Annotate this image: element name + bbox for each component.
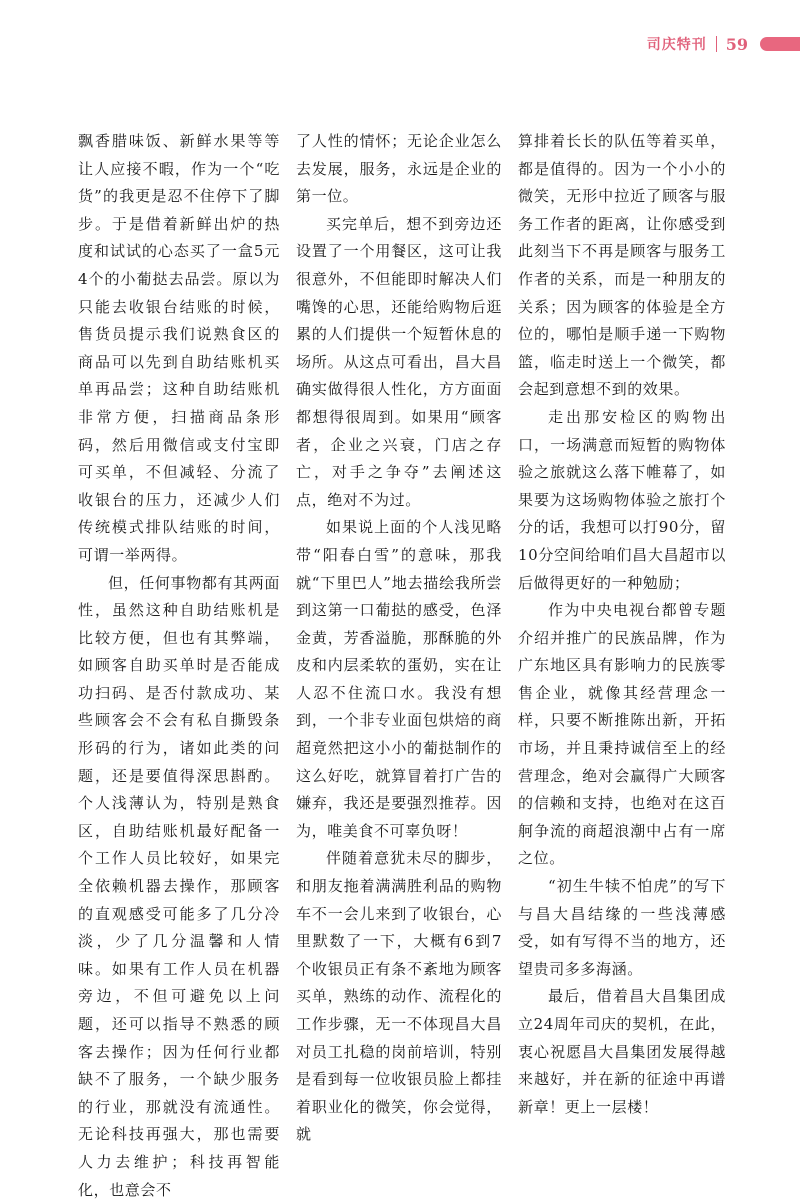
paragraph: 伴随着意犹未尽的脚步，和朋友拖着满满胜利品的购物车不一会儿来到了收银台，心里默数了一下，大概有6到7个收银员正有条不紊地为顾客买单，熟练的动作、流程化的工作步骤，无一不体现昌大昌对员工扎稳的岗前培训，特别是看到每一位收银员脸上都挂着职业化的微笑，你会觉得，就 [296, 845, 502, 1149]
running-header [647, 30, 800, 58]
paragraph: 最后，借着昌大昌集团成立24周年司庆的契机，在此，衷心祝愿昌大昌集团发展得越来越好，并在新的征途中再谱新章！更上一层楼！ [518, 983, 726, 1121]
paragraph: 但，任何事物都有其两面性，虽然这种自助结账机是比较方便，但也有其弊端，如顾客自助买单时是否能成功扫码、是否付款成功、某些顾客会不会有私自撕毁条形码的行为，诸如此类的问题，还是要值得深思斟酌。个人浅薄认为，特别是熟食区，自助结账机最好配备一个工作人员比较好，如果完全依赖机器去操作，那顾客的直观感受可能多了几分冷淡，少了几分温馨和人情味。如果有工作人员在机器旁边，不但可避免以上问题，还可以指导不熟悉的顾客去操作；因为任何行业都缺不了服务，一个缺少服务的行业，那就没有流通性。无论科技再强大，那也需要人力去维护；科技再智能化，也意会不 [78, 570, 280, 1204]
paragraph: 算排着长长的队伍等着买单，都是值得的。因为一个小小的微笑，无形中拉近了顾客与服务工作者的距离，让你感受到此刻当下不再是顾客与服务工作者的关系，而是一种朋友的关系；因为顾客的体验是全方位的，哪怕是顺手递一下购物篮，临走时送上一个微笑，都会起到意想不到的效果。 [518, 128, 726, 404]
paragraph: 走出那安检区的购物出口，一场满意而短暂的购物体验之旅就这么落下帷幕了，如果要为这场购物体验之旅打个分的话，我想可以打90分，留10分空间给咱们昌大昌超市以后做得更好的一种勉励； [518, 404, 726, 597]
paragraph: 了人性的情怀；无论企业怎么去发展，服务，永远是企业的第一位。 [296, 128, 502, 211]
text-column-1 [78, 128, 280, 1204]
article-body [78, 128, 800, 1204]
paragraph: 飘香腊味饭、新鲜水果等等让人应接不暇，作为一个“吃货”的我更是忍不住停下了脚步。于是借着新鲜出炉的热度和试试的心态买了一盒5元4个的小葡挞去品尝。原以为只能去收银台结账的时候，售货员提示我们说熟食区的商品可以先到自助结账机买单再品尝；这种自助结账机非常方便，扫描商品条形码，然后用微信或支付宝即可买单，不但减轻、分流了收银台的压力，还减少人们传统模式排队结账的时间，可谓一举两得。 [78, 128, 280, 570]
text-column-2 [296, 128, 502, 1204]
text-column-3 [518, 128, 726, 1204]
paragraph: 作为中央电视台都曾专题介绍并推广的民族品牌，作为广东地区具有影响力的民族零售企业，就像其经营理念一样，只要不断推陈出新，开拓市场，并且秉持诚信至上的经营理念，绝对会赢得广大顾客的信赖和支持，也绝对在这百舸争流的商超浪潮中占有一席之位。 [518, 597, 726, 873]
header-accent-bar [760, 37, 800, 51]
header-divider [716, 36, 717, 52]
page-number: 59 [726, 35, 748, 54]
section-title: 司庆特刊 [647, 34, 707, 54]
paragraph: 如果说上面的个人浅见略带“阳春白雪”的意味，那我就“下里巴人”地去描绘我所尝到这第一口葡挞的感受，色泽金黄，芳香溢脆，那酥脆的外皮和内层柔软的蛋奶，实在让人忍不住流口水。我没有想到，一个非专业面包烘焙的商超竟然把这小小的葡挞制作的这么好吃，就算冒着打广告的嫌弃，我还是要强烈推荐。因为，唯美食不可辜负呀！ [296, 514, 502, 845]
paragraph: 买完单后，想不到旁边还设置了一个用餐区，这可让我很意外，不但能即时解决人们嘴馋的心思，还能给购物后逛累的人们提供一个短暂休息的场所。从这点可看出，昌大昌确实做得很人性化，方方面面都想得很周到。如果用“顾客者，企业之兴衰，门店之存亡，对手之争夺”去阐述这点，绝对不为过。 [296, 211, 502, 515]
paragraph: “初生牛犊不怕虎”的写下与昌大昌结缘的一些浅薄感受，如有写得不当的地方，还望贵司多多海涵。 [518, 873, 726, 983]
